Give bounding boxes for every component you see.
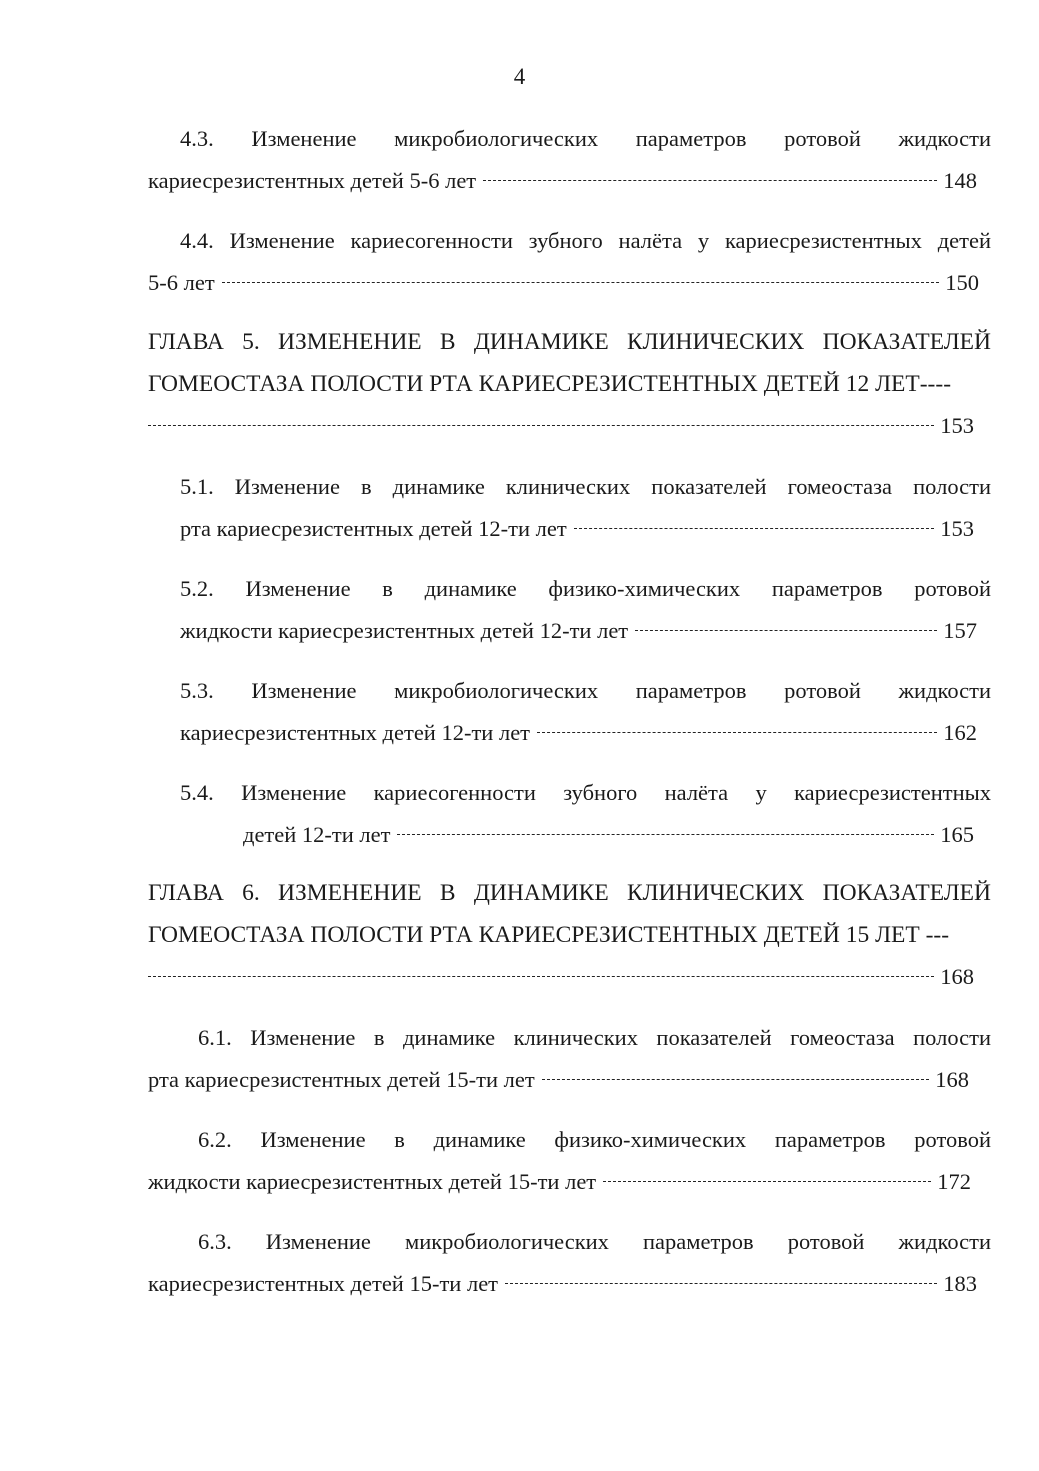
toc-entry-text: кариесрезистентных детей 15-ти лет [148, 1271, 499, 1296]
toc-entry-6-1-continuation [148, 1065, 969, 1095]
dot-leader [542, 1077, 930, 1080]
chapter-6-heading-line2: ГОМЕОСТАЗА ПОЛОСТИ РТА КАРИЕСРЕЗИСТЕНТНЫХ ДЕТЕЙ 15 ЛЕТ --- [148, 922, 950, 948]
dot-leader [148, 974, 934, 977]
toc-entry-5-1-title: 5.1. Изменение в динамике клинических показателей гомеостаза полости [180, 474, 991, 499]
toc-entry-text: жидкости кариесрезистентных детей 12-ти лет [180, 618, 629, 643]
toc-page-number: 148 [943, 168, 977, 193]
chapter-6-leader-line [148, 962, 974, 992]
dot-leader [635, 628, 937, 631]
toc-entry-6-3-title: 6.3. Изменение микробиологических параметров ротовой жидкости [198, 1229, 991, 1254]
toc-entry-text: рта кариесрезистентных детей 12-ти лет [180, 516, 567, 541]
toc-entry-text: рта кариесрезистентных детей 15-ти лет [148, 1067, 535, 1092]
page-number: 4 [513, 64, 526, 89]
toc-page-number: 153 [940, 516, 974, 541]
toc-entry-6-2-title: 6.2. Изменение в динамике физико-химических параметров ротовой [198, 1127, 991, 1152]
chapter-5-heading-line1: ГЛАВА 5. ИЗМЕНЕНИЕ В ДИНАМИКЕ КЛИНИЧЕСКИХ ПОКАЗАТЕЛЕЙ [148, 329, 991, 355]
toc-page-number: 183 [943, 1271, 977, 1296]
toc-page-number: 157 [943, 618, 977, 643]
toc-entry-5-3-continuation [180, 718, 977, 748]
dot-leader [483, 178, 937, 181]
toc-entry-5-1-continuation [180, 514, 974, 544]
dot-leader [397, 832, 934, 835]
toc-page-number: 165 [940, 822, 974, 847]
toc-entry-text: кариесрезистентных детей 12-ти лет [180, 720, 531, 745]
chapter-5-heading-line2: ГОМЕОСТАЗА ПОЛОСТИ РТА КАРИЕСРЕЗИСТЕНТНЫХ ДЕТЕЙ 12 ЛЕТ---- [148, 371, 952, 397]
toc-entry-4-3-title: 4.3. Изменение микробиологических параметров ротовой жидкости [180, 126, 991, 151]
toc-entry-5-2-title: 5.2. Изменение в динамике физико-химических параметров ротовой [180, 576, 991, 601]
toc-page-number: 168 [940, 964, 974, 989]
dot-leader [148, 423, 934, 426]
toc-page-number: 162 [943, 720, 977, 745]
toc-entry-4-3-continuation [148, 166, 977, 196]
toc-entry-5-4-title: 5.4. Изменение кариесогенности зубного налёта у кариесрезистентных [180, 780, 991, 805]
toc-entry-text: 5-6 лет [148, 270, 215, 295]
toc-entry-6-1-title: 6.1. Изменение в динамике клинических показателей гомеостаза полости [198, 1025, 991, 1050]
toc-page-number: 150 [945, 270, 979, 295]
chapter-5-leader-line [148, 411, 974, 441]
dot-leader [574, 526, 935, 529]
toc-entry-5-2-continuation [180, 616, 977, 646]
dot-leader [537, 730, 937, 733]
toc-entry-text: жидкости кариесрезистентных детей 15-ти лет [148, 1169, 597, 1194]
toc-entry-4-4-continuation [148, 268, 979, 298]
dot-leader [222, 280, 940, 283]
toc-entry-text: кариесрезистентных детей 5-6 лет [148, 168, 477, 193]
toc-entry-6-3-continuation [148, 1269, 977, 1299]
toc-page-number: 172 [937, 1169, 971, 1194]
dot-leader [505, 1281, 937, 1284]
toc-page-number: 168 [935, 1067, 969, 1092]
toc-entry-4-4-title: 4.4. Изменение кариесогенности зубного налёта у кариесрезистентных детей [180, 228, 991, 253]
toc-entry-6-2-continuation [148, 1167, 971, 1197]
toc-page-number: 153 [940, 413, 974, 438]
toc-entry-text: детей 12-ти лет [243, 822, 391, 847]
dot-leader [603, 1179, 931, 1182]
toc-entry-5-3-title: 5.3. Изменение микробиологических параметров ротовой жидкости [180, 678, 991, 703]
chapter-6-heading-line1: ГЛАВА 6. ИЗМЕНЕНИЕ В ДИНАМИКЕ КЛИНИЧЕСКИХ ПОКАЗАТЕЛЕЙ [148, 880, 991, 906]
toc-entry-5-4-continuation [243, 820, 974, 850]
